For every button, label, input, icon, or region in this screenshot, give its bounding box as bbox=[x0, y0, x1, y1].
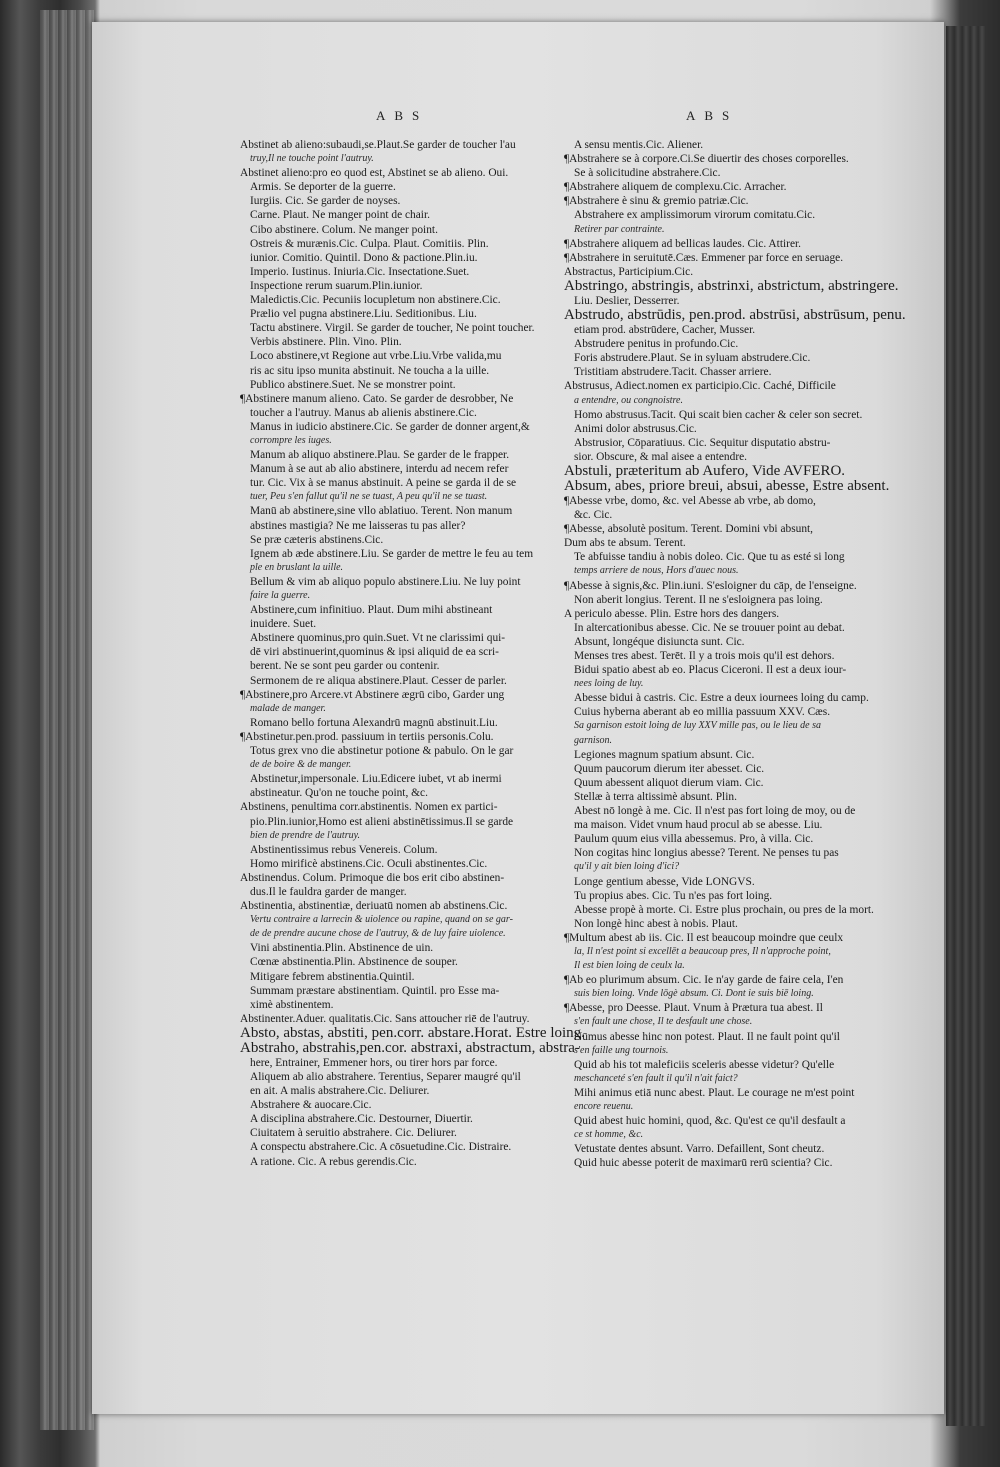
dictionary-line: Abstringo, abstringis, abstrinxi, abstrictum, abstringere. bbox=[564, 277, 899, 294]
dictionary-line: ce st homme, &c. bbox=[574, 1129, 644, 1141]
dictionary-line: Quum paucorum dierum iter abesset. Cic. bbox=[574, 762, 765, 775]
dictionary-line: meschanceté s'en fault il qu'il n'ait faict? bbox=[574, 1072, 738, 1084]
dictionary-line: A sensu mentis.Cic. Aliener. bbox=[574, 139, 704, 151]
dictionary-line: dē viri abstinuerint,quominus & ipsi aliquid de ea scri- bbox=[250, 646, 499, 659]
dictionary-line: Abstinenter.Aduer. qualitatis.Cic. Sans attoucher riē de l'autruy. bbox=[240, 1012, 530, 1025]
dictionary-line: Homo mirificè abstinens.Cic. Oculi abstinentes.Cic. bbox=[250, 857, 488, 870]
dictionary-line: Menses tres abest. Terēt. Il y a trois mois qu'il est dehors. bbox=[574, 650, 835, 662]
dictionary-line: Abstinere quominus,pro quin.Suet. Vt ne clarissimi qui- bbox=[250, 632, 506, 645]
dictionary-line: ma maison. Videt vnum haud procul ab se abesse. Liu. bbox=[574, 819, 823, 832]
dictionary-line: Longe gentium abesse, Vide LONGVS. bbox=[574, 875, 755, 888]
dictionary-line: Abstinens, penultima corr.abstinentis. Nomen ex partici- bbox=[240, 801, 498, 814]
dictionary-line: ¶Abstrahere aliquem ad bellicas laudes. Cic. Attirer. bbox=[564, 237, 802, 250]
dictionary-line: Loco abstinere,vt Regione aut vrbe.Liu.Vrbe valida,mu bbox=[250, 350, 502, 363]
dictionary-line: ximè abstinentem. bbox=[250, 998, 334, 1011]
dictionary-line: malade de manger. bbox=[250, 702, 326, 714]
dictionary-line: Manū ab abstinere,sine vllo ablatiuo. Terent. Non manum bbox=[250, 505, 513, 518]
dictionary-line: Ostreis & murænis.Cic. Culpa. Plaut. Comitiis. Plin. bbox=[250, 237, 489, 250]
dictionary-line: ¶Abstinere,pro Arcere.vt Abstinere ægrū cibo, Garder ung bbox=[240, 688, 505, 701]
dictionary-line: de de boire & de manger. bbox=[250, 759, 352, 771]
dictionary-line: Abstinentissimus rebus Venereis. Colum. bbox=[250, 843, 438, 856]
left-column bbox=[240, 138, 585, 1169]
book-cover-right bbox=[946, 26, 986, 1426]
dictionary-line: Cuius hyberna aberant ab eo millia passuum XXV. Cæs. bbox=[574, 706, 831, 719]
dictionary-line: A conspectu abstrahere.Cic. A cōsuetudine.Cic. Distraire. bbox=[250, 1141, 512, 1154]
dictionary-line: Summam præstare abstinentiam. Quintil. pro Esse ma- bbox=[250, 984, 500, 997]
dictionary-line: Tristitiam abstrudere.Tacit. Chasser arriere. bbox=[574, 366, 772, 379]
dictionary-line: tur. Cic. Vix à se manus abstinuit. A peine se garda il de se bbox=[250, 477, 517, 490]
dictionary-line: pio.Plin.iunior,Homo est alieni abstinētissimus.Il se garde bbox=[250, 815, 514, 828]
dictionary-line: ¶Multum abest ab iis. Cic. Il est beaucoup moindre que ceulx bbox=[564, 931, 844, 944]
dictionary-line: Prælio vel pugna abstinere.Liu. Seditionibus. Liu. bbox=[250, 308, 477, 321]
dictionary-line: truy,Il ne touche point l'autruy. bbox=[250, 153, 374, 165]
dictionary-line: iunior. Comitio. Quintil. Dono & pactione.Plin.iu. bbox=[250, 251, 478, 264]
dictionary-line: Sermonem de re aliqua abstinere.Plaut. Cesser de parler. bbox=[250, 674, 507, 687]
dictionary-line: Imperio. Iustinus. Iniuria.Cic. Insectatione.Suet. bbox=[250, 265, 470, 278]
dictionary-line: s'en faille ung tournois. bbox=[574, 1044, 669, 1056]
dictionary-line: Cœnæ abstinentia.Plin. Abstinence de souper. bbox=[250, 956, 458, 969]
dictionary-line: Abstrahere & auocare.Cic. bbox=[250, 1099, 372, 1112]
dictionary-line: Animi dolor abstrusus.Cic. bbox=[574, 422, 697, 435]
dictionary-line: ¶Abstrahere se à corpore.Ci.Se diuertir des choses corporelles. bbox=[564, 153, 849, 166]
dictionary-line: Nūmus abesse hinc non potest. Plaut. Il ne fault point qu'il bbox=[574, 1030, 840, 1043]
dictionary-line: Publico abstinere.Suet. Ne se monstrer point. bbox=[250, 378, 456, 391]
dictionary-line: Vetustate dentes absunt. Varro. Defaillent, Sont cheutz. bbox=[574, 1143, 825, 1156]
dictionary-line: ¶Abstrahere è sinu & gremio patriæ.Cic. bbox=[564, 195, 749, 208]
dictionary-line: Quum abessent aliquot dierum viam. Cic. bbox=[574, 776, 764, 789]
dictionary-line: Cibo abstinere. Colum. Ne manger point. bbox=[250, 223, 438, 236]
dictionary-line: suis bien loing. Vnde lōgè absum. Ci. Dont ie suis biē loing. bbox=[574, 988, 814, 1000]
dictionary-line: Homo abstrusus.Tacit. Qui scait bien cacher & celer son secret. bbox=[574, 408, 863, 421]
dictionary-line: Mitigare febrem abstinentia.Quintil. bbox=[250, 970, 415, 983]
dictionary-line: ¶Abesse, absolutè positum. Terent. Domini vbi absunt, bbox=[564, 523, 814, 536]
dictionary-line: Vini abstinentia.Plin. Abstinence de uin. bbox=[250, 942, 434, 955]
dictionary-line: garnison. bbox=[574, 734, 613, 746]
dictionary-line: Retirer par contrainte. bbox=[574, 223, 665, 235]
dictionary-line: ple en bruslant la uille. bbox=[250, 561, 344, 573]
dictionary-line: a entendre, ou congnoistre. bbox=[574, 394, 683, 406]
dictionary-line: A ratione. Cic. A rebus gerendis.Cic. bbox=[250, 1155, 417, 1168]
dictionary-line: Dum abs te absum. Terent. bbox=[564, 537, 686, 550]
dictionary-line: Abstinet alieno:pro eo quod est, Abstinet se ab alieno. Oui. bbox=[240, 167, 509, 180]
dictionary-line: Bellum & vim ab aliquo populo abstinere.Liu. Ne luy point bbox=[250, 575, 521, 588]
dictionary-line: faire la guerre. bbox=[250, 590, 311, 601]
dictionary-line: Tactu abstinere. Virgil. Se garder de toucher, Ne point toucher. bbox=[250, 322, 535, 335]
dictionary-line: berent. Ne se sont peu garder ou contenir. bbox=[250, 660, 440, 673]
dictionary-line: temps arriere de nous, Hors d'auec nous. bbox=[574, 565, 739, 577]
dictionary-line: abstineatur. Qu'on ne touche point, &c. bbox=[250, 787, 428, 800]
dictionary-line: ¶Ab eo plurimum absum. Cic. Ie n'ay garde de faire cela, I'en bbox=[564, 974, 844, 987]
page-edges-left bbox=[40, 10, 94, 1430]
dictionary-line: bien de prendre de l'autruy. bbox=[250, 829, 360, 841]
dictionary-line: Liu. Deslier, Desserrer. bbox=[574, 294, 680, 307]
dictionary-line: here, Entrainer, Emmener hors, ou tirer hors par force. bbox=[250, 1056, 498, 1069]
dictionary-line: Manus in iudicio abstinere.Cic. Se garder de donner argent,& bbox=[250, 420, 530, 433]
dictionary-line: Manum ab aliquo abstinere.Plau. Se garder de le frapper. bbox=[250, 449, 510, 462]
dictionary-line: Paulum quum eius villa abessemus. Pro, à villa. Cic. bbox=[574, 833, 814, 846]
dictionary-line: Abstinetur,impersonale. Liu.Edicere iubet, vt ab inermi bbox=[250, 773, 502, 786]
dictionary-line: ¶Abesse à signis,&c. Plin.iuni. S'esloigner du cāp, de l'enseigne. bbox=[564, 579, 857, 592]
dictionary-line: Abstrusior, Cōparatiuus. Cic. Sequitur disputatio abstru- bbox=[574, 436, 831, 449]
dictionary-line: Te abfuisse tandiu à nobis doleo. Cic. Que tu as esté si long bbox=[574, 551, 845, 564]
dictionary-line: Maledictis.Cic. Pecuniis locupletum non abstinere.Cic. bbox=[250, 294, 501, 307]
dictionary-line: qu'il y ait bien loing d'ici? bbox=[574, 861, 680, 873]
dictionary-line: sior. Obscure, & mal aisee a entendre. bbox=[574, 450, 748, 463]
dictionary-line: s'en fault une chose, Il te desfault une chose. bbox=[574, 1016, 753, 1028]
dictionary-line: Abstrusus, Adiect.nomen ex participio.Cic. Caché, Difficile bbox=[564, 380, 836, 393]
dictionary-line: Absunt, longéque disiuncta sunt. Cic. bbox=[574, 635, 745, 648]
dictionary-line: Non longè hinc abest à nobis. Plaut. bbox=[574, 917, 738, 930]
dictionary-line: Quid abest huic homini, quod, &c. Qu'est ce qu'il desfault a bbox=[574, 1115, 846, 1128]
dictionary-line: Abstrahere ex amplissimorum virorum comitatu.Cic. bbox=[574, 209, 816, 222]
dictionary-line: Abstinendus. Colum. Primoque die bos erit cibo abstinen- bbox=[240, 871, 505, 884]
dictionary-line: Vertu contraire a larrecin & uiolence ou rapine, quand on se gar- bbox=[250, 914, 513, 926]
dictionary-line: &c. Cic. bbox=[574, 509, 613, 522]
dictionary-line: Sa garnison estoit loing de luy XXV mille pas, ou le lieu de sa bbox=[574, 720, 822, 732]
dictionary-line: Ciuitatem à seruitio abstrahere. Cic. Deliurer. bbox=[250, 1127, 457, 1140]
dictionary-line: ¶Abstinetur.pen.prod. passiuum in tertiis personis.Colu. bbox=[240, 730, 494, 743]
dictionary-line: Non cogitas hinc longius abesse? Terent. Ne penses tu pas bbox=[574, 847, 839, 860]
dictionary-line: dus.Il le fauldra garder de manger. bbox=[250, 885, 407, 898]
dictionary-line: Aliquem ab alio abstrahere. Terentius, Separer maugré qu'il bbox=[250, 1071, 521, 1083]
running-head-right: ABS bbox=[686, 108, 739, 123]
dictionary-line: Abstraho, abstrahis,pen.cor. abstraxi, abstractum, abstra- bbox=[240, 1039, 580, 1056]
dictionary-line: Abest nō longè à me. Cic. Il n'est pas fort loing de moy, ou de bbox=[574, 805, 856, 818]
dictionary-line: A periculo abesse. Plin. Estre hors des dangers. bbox=[564, 607, 780, 620]
dictionary-line: Manum à se aut ab alio abstinere, interdu ad necem refer bbox=[250, 463, 509, 476]
dictionary-line: Abstinere,cum infinitiuo. Plaut. Dum mihi abstineant bbox=[250, 604, 493, 617]
dictionary-line: Il est bien loing de ceulx la. bbox=[574, 960, 685, 972]
right-column bbox=[564, 138, 906, 1170]
dictionary-line: Armis. Se deporter de la guerre. bbox=[250, 181, 396, 194]
dictionary-line: Romano bello fortuna Alexandrū magnū abstinuit.Liu. bbox=[250, 716, 498, 729]
dictionary-line: tuer, Peu s'en fallut qu'il ne se tuast, A peu qu'il ne se tuast. bbox=[250, 491, 488, 503]
dictionary-line: ¶Abesse, pro Deesse. Plaut. Vnum à Prætura tua abest. Il bbox=[564, 1002, 823, 1015]
dictionary-line: corrompre les iuges. bbox=[250, 434, 332, 446]
dictionary-line: Quid huic abesse poterit de maximarū rerū scientia? Cic. bbox=[574, 1157, 833, 1170]
dictionary-line: Mihi animus etiā nunc abest. Plaut. Le courage ne m'est point bbox=[574, 1086, 855, 1099]
dictionary-line: ¶Abesse vrbe, domo, &c. vel Abesse ab vrbe, ab domo, bbox=[564, 494, 816, 507]
dictionary-line: Absum, abes, priore breui, absui, abesse, Estre absent. bbox=[564, 477, 890, 494]
dictionary-line: In altercationibus abesse. Cic. Ne se trouuer point au debat. bbox=[574, 621, 845, 634]
dictionary-line: Foris abstrudere.Plaut. Se in syluam abstrudere.Cic. bbox=[574, 352, 811, 365]
dictionary-line: Se à solicitudine abstrahere.Cic. bbox=[574, 167, 721, 180]
dictionary-line: inuidere. Suet. bbox=[250, 618, 317, 631]
dictionary-line: Verbis abstinere. Plin. Vino. Plin. bbox=[250, 336, 402, 349]
dictionary-line: nees loing de luy. bbox=[574, 678, 644, 690]
dictionary-line: ¶Abstrahere aliquem de complexu.Cic. Arracher. bbox=[564, 181, 787, 194]
dictionary-line: Legiones magnum spatium absunt. Cic. bbox=[574, 748, 755, 761]
dictionary-line: Absto, abstas, abstiti, pen.corr. abstare.Horat. Estre loing. bbox=[240, 1024, 585, 1041]
dictionary-line: toucher a l'autruy. Manus ab alienis abstinere.Cic. bbox=[250, 406, 477, 419]
running-head-left: ABS bbox=[376, 108, 429, 123]
dictionary-line: Tu propius abes. Cic. Tu n'es pas fort loing. bbox=[574, 889, 773, 902]
dictionary-line: Abstrudere penitus in profundo.Cic. bbox=[574, 338, 739, 351]
dictionary-line: Abstuli, præteritum ab Aufero, Vide AVFERO. bbox=[564, 462, 846, 479]
dictionary-line: Ignem ab æde abstinere.Liu. Se garder de mettre le feu au tem bbox=[250, 547, 534, 560]
dictionary-line: ¶Abstinere manum alieno. Cato. Se garder de desrobber, Ne bbox=[240, 392, 514, 405]
dictionary-line: etiam prod. abstrūdere, Cacher, Musser. bbox=[574, 324, 756, 337]
dictionary-line: Abesse bidui à castris. Cic. Estre a deux iournees loing du camp. bbox=[574, 692, 869, 705]
dictionary-line: Abstractus, Participium.Cic. bbox=[564, 265, 694, 278]
dictionary-line: Se præ cæteris abstinens.Cic. bbox=[250, 533, 384, 546]
dictionary-line: Abstinet ab alieno:subaudi,se.Plaut.Se garder de toucher l'au bbox=[240, 139, 516, 151]
dictionary-line: A disciplina abstrahere.Cic. Destourner, Diuertir. bbox=[250, 1113, 473, 1126]
dictionary-line: Abstinentia, abstinentiæ, deriuatū nomen ab abstinens.Cic. bbox=[240, 900, 508, 913]
dictionary-line: encore reuenu. bbox=[574, 1101, 634, 1112]
dictionary-line: ¶Abstrahere in seruitutē.Cæs. Emmener par force en seruage. bbox=[564, 251, 844, 264]
dictionary-line: la, Il n'est point si excellēt a beaucoup pres, Il n'approche point, bbox=[574, 945, 831, 957]
dictionary-line: Totus grex vno die abstinetur potione & pabulo. On le gar bbox=[250, 745, 514, 758]
dictionary-line: Carne. Plaut. Ne manger point de chair. bbox=[250, 209, 430, 222]
dictionary-line: Non aberit longius. Terent. Il ne s'esloignera pas loing. bbox=[574, 593, 823, 606]
dictionary-line: de de prendre aucune chose de l'autruy, & de luy faire uiolence. bbox=[250, 928, 506, 940]
dictionary-line: en ait. A malis abstrahere.Cic. Deliurer. bbox=[250, 1085, 430, 1098]
dictionary-line: Abesse propè à morte. Ci. Estre plus prochain, ou pres de la mort. bbox=[574, 903, 874, 916]
dictionary-line: ris ac situ ipso munita abstinuit. Ne toucha a la uille. bbox=[250, 364, 490, 377]
dictionary-line: abstines mastigia? Ne me laisseras tu pas aller? bbox=[250, 519, 466, 532]
dictionary-line: Abstrudo, abstrūdis, pen.prod. abstrūsi, abstrūsum, penu. bbox=[564, 307, 906, 324]
dictionary-line: Bidui spatio abest ab eo. Placus Ciceroni. Il est a deux iour- bbox=[574, 664, 847, 677]
dictionary-line: Iurgiis. Cic. Se garder de noyses. bbox=[250, 195, 401, 208]
dictionary-line: Stellæ à terra altissimè absunt. Plin. bbox=[574, 790, 737, 803]
dictionary-line: Quid ab his tot maleficiis sceleris abesse videtur? Qu'elle bbox=[574, 1058, 835, 1071]
dictionary-line: Inspectione rerum suarum.Plin.iunior. bbox=[250, 279, 423, 292]
